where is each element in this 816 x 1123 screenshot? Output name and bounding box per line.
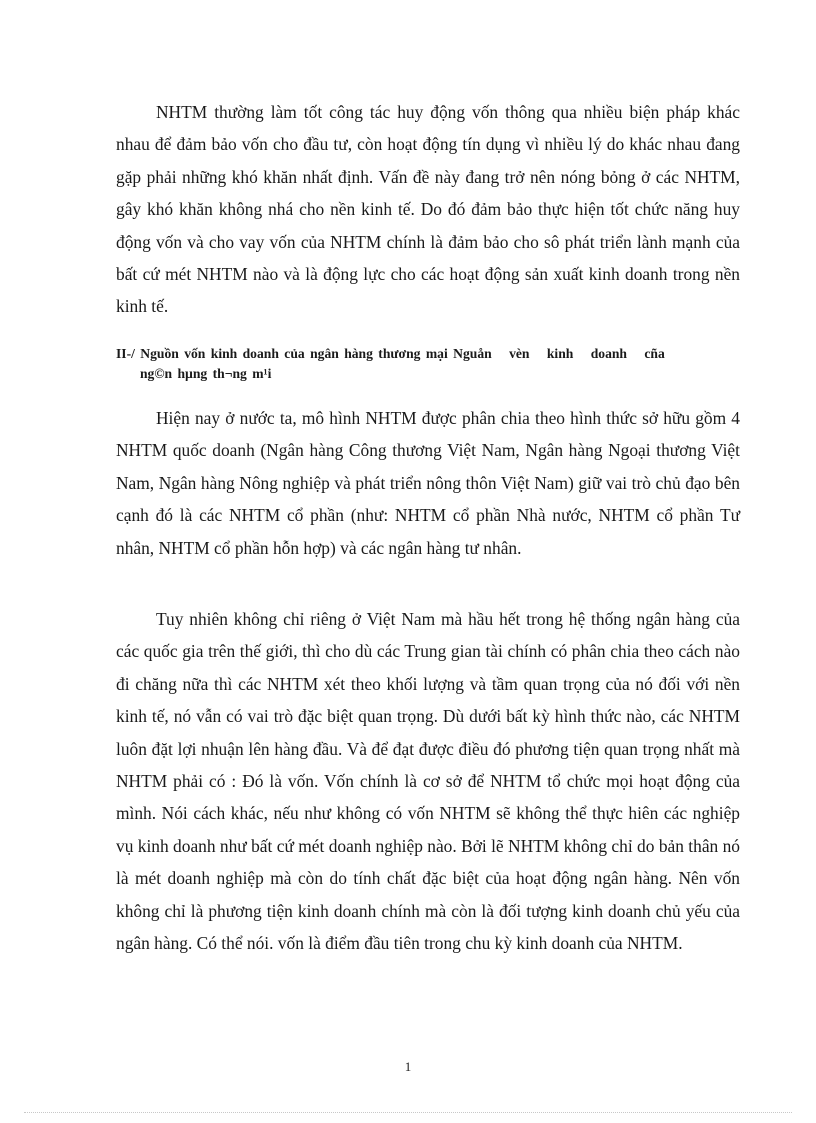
paragraph-3-block [116, 603, 740, 959]
section-heading-garbled-1: Nguån vèn kinh doanh cña [453, 346, 665, 361]
paragraph-1: NHTM thường làm tốt công tác huy động vốn thông qua nhiều biện pháp khác nhau để đảm bảo vốn cho đầu tư, còn hoạt động tín dụng vì nhiều lý do khác nhau đang gặp phải những khó khăn nhất định. Vấn đề này đang trở nên nóng bỏng ở các NHTM, gây khó khăn không nhá cho nền kinh tế. Do đó đảm bảo thực hiện tốt chức năng huy động vốn và cho vay vốn của NHTM chính là đảm bảo cho sô phát triển lành mạnh của bất cứ mét NHTM nào và là động lực cho các hoạt động sản xuất kinh doanh trong nền kinh tế. [116, 102, 740, 317]
paragraph-1-block [116, 96, 740, 323]
paragraph-2-block [116, 402, 740, 564]
page-bottom-divider [24, 1112, 792, 1113]
page-number: 1 [404, 1059, 412, 1074]
section-heading [116, 344, 740, 384]
paragraph-3: Tuy nhiên không chỉ riêng ở Việt Nam mà hầu hết trong hệ thống ngân hàng của các quốc gia trên thế giới, thì cho dù các Trung gian tài chính có phân chia theo cách nào đi chăng nữa thì các NHTM xét theo khối lượng và tầm quan trọng của nó đối với nền kinh tế, nó vẫn có vai trò đặc biệt quan trọng. Dù dưới bất kỳ hình thức nào, các NHTM luôn đặt lợi nhuận lên hàng đầu. Và để đạt được điều đó phương tiện quan trọng nhất mà NHTM phải có : Đó là vốn. Vốn chính là cơ sở để NHTM tổ chức mọi hoạt động của mình. Nói cách khác, nếu như không có vốn NHTM sẽ không thể thực hiên các nghiệp vụ kinh doanh như bất cứ mét doanh nghiệp nào. Bởi lẽ NHTM không chỉ do bản thân nó là mét doanh nghiệp mà còn do tính chất đặc biệt của hoạt động ngân hàng. Nên vốn không chỉ là phương tiện kinh doanh chính mà còn là đối tượng kinh doanh chủ yếu của ngân hàng. Có thể nói. vốn là điểm đầu tiên trong chu kỳ kinh doanh của NHTM. [116, 609, 740, 954]
section-heading-garbled-2: ng©n hµng th¬ng m¹i [140, 366, 272, 381]
section-heading-title: II-/ Nguồn vốn kinh doanh của ngân hàng thương mại [116, 346, 448, 361]
paragraph-2: Hiện nay ở nước ta, mô hình NHTM được phân chia theo hình thức sở hữu gồm 4 NHTM quốc doanh (Ngân hàng Công thương Việt Nam, Ngân hàng Ngoại thương Việt Nam, Ngân hàng Nông nghiệp và phát triển nông thôn Việt Nam) giữ vai trò chủ đạo bên cạnh đó là các NHTM cổ phần (như: NHTM cổ phần Nhà nước, NHTM cổ phần Tư nhân, NHTM cổ phần hỗn hợp) và các ngân hàng tư nhân. [116, 408, 740, 558]
